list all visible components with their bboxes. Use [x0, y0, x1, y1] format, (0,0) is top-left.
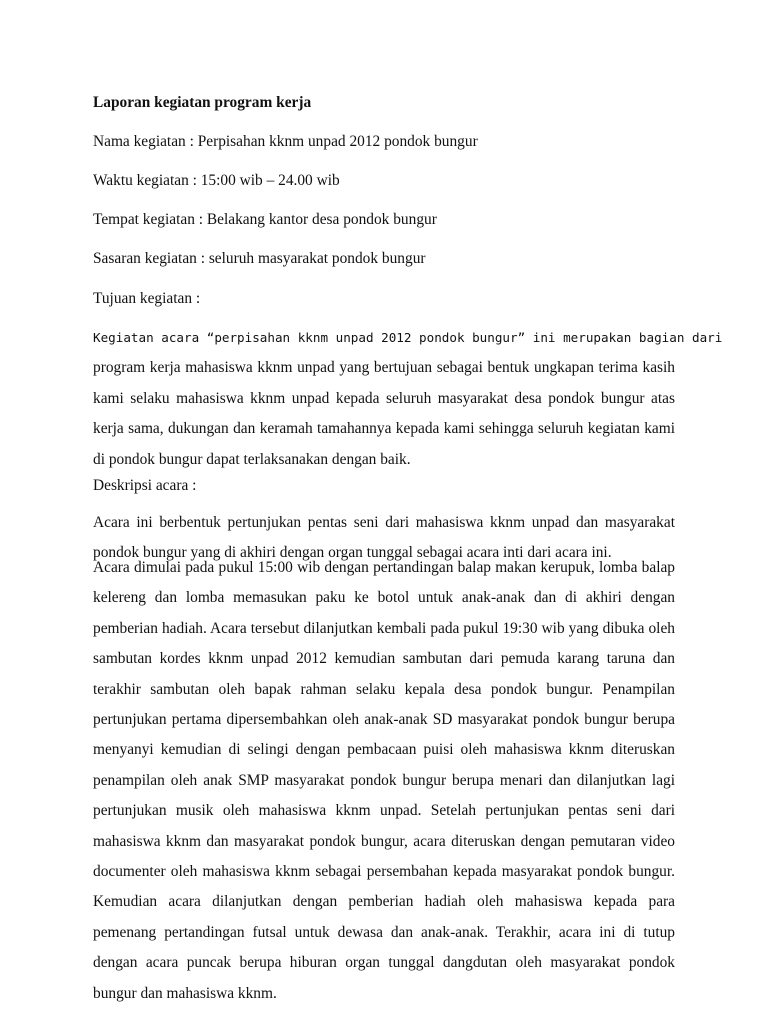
tujuan-paragraph [93, 323, 723, 475]
tempat-kegiatan-line: Tempat kegiatan : Belakang kantor desa pondok bungur [93, 211, 437, 228]
waktu-kegiatan-line: Waktu kegiatan : 15:00 wib – 24.00 wib [93, 172, 340, 189]
deskripsi-paragraph-2: Acara dimulai pada pukul 15:00 wib dengan pertandingan balap makan kerupuk, lomba balap kelereng dan lomba memasukan paku ke botol untuk anak-anak dan di akhiri dengan pemberian hadiah. Acara tersebut dilanjutkan kembali pada pukul 19:30 wib yang dibuka oleh sambutan kordes kknm unpad 2012 kemudian sambutan dari pemuda karang taruna dan terakhir sambutan oleh bapak rahman selaku kepala desa pondok bungur. Penampilan pertunjukan pertama dipersembahkan oleh anak-anak SD masyarakat pondok bungur berupa menyanyi kemudian di selingi dengan pembacaan puisi oleh mahasiswa kknm diteruskan penampilan oleh anak SMP masyarakat pondok bungur berupa menari dan dilanjutkan lagi pertunjukan musik oleh mahasiswa kknm unpad. Setelah pertunjukan pentas seni dari mahasiswa kknm dan masyarakat pondok bungur, acara diteruskan dengan pemutaran video documenter oleh mahasiswa kknm sebagai persembahan kepada masyarakat pondok bungur. Kemudian acara dilanjutkan dengan pemberian hadiah oleh mahasiswa kepada para pemenang pertandingan futsal untuk dewasa dan anak-anak. Terakhir, acara ini di tutup dengan acara puncak berupa hiburan organ tunggal dangdutan oleh masyarakat pondok bungur dan mahasiswa kknm. [93, 559, 675, 1002]
sasaran-kegiatan-line: Sasaran kegiatan : seluruh masyarakat pondok bungur [93, 250, 426, 267]
tujuan-kegiatan-label: Tujuan kegiatan : [93, 290, 201, 307]
deskripsi-paragraph-1: Acara ini berbentuk pertunjukan pentas seni dari mahasiswa kknm unpad dan masyarakat pondok bungur yang di akhiri dengan organ tunggal sebagai acara inti dari acara ini. [93, 514, 675, 562]
tujuan-first-line: Kegiatan acara “perpisahan kknm unpad 2012 pondok bungur” ini merupakan bagian dari [93, 330, 723, 345]
report-title: Laporan kegiatan program kerja [93, 94, 312, 111]
nama-kegiatan-line: Nama kegiatan : Perpisahan kknm unpad 2012 pondok bungur [93, 133, 478, 150]
deskripsi-acara-label: Deskripsi acara : [93, 477, 197, 494]
tujuan-rest: program kerja mahasiswa kknm unpad yang bertujuan sebagai bentuk ungkapan terima kasih kami selaku mahasiswa kknm unpad kepada seluruh masyarakat desa pondok bungur atas kerja sama, dukungan dan keramah tamahannya kepada kami sehingga seluruh kegiatan kami di pondok bungur dapat terlaksanakan dengan baik. [93, 359, 675, 468]
